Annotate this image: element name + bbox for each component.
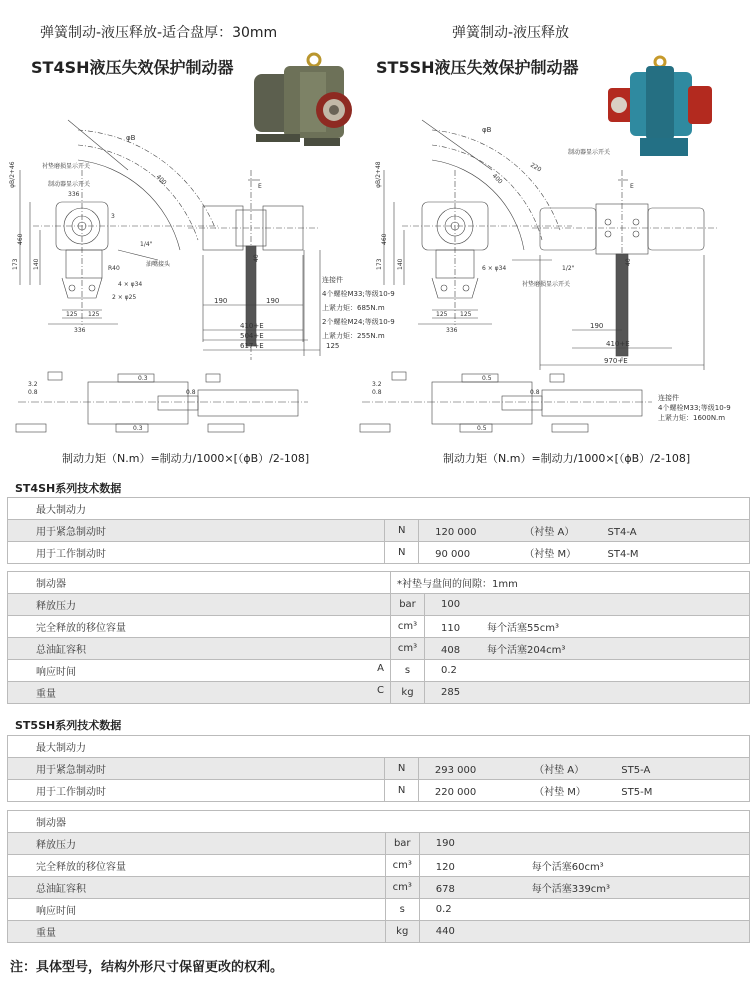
right-hyd-v4: 0.5 <box>477 425 487 432</box>
left-hyd-v2: 0.8 <box>28 389 38 396</box>
st4-brake-unit: bar <box>391 594 425 616</box>
st5-brake-unit: cm³ <box>385 877 419 899</box>
st4-brake-note: *衬垫与盘间的间隙：1mm <box>391 572 750 594</box>
right-dim-336: 336 <box>446 327 458 334</box>
st4-brake-value-cell <box>425 638 750 660</box>
left-note-2: 上紧力矩：685N.m <box>322 304 385 312</box>
st4-brake-value-cell <box>425 660 750 682</box>
left-dim-173: 173 <box>12 258 19 270</box>
right-dim-410: 410+E <box>606 340 630 348</box>
left-label-brake-switch: 制动器显示开关 <box>48 181 91 188</box>
st5-brake-header: 制动器 <box>8 811 750 833</box>
st4-brake-name-text: 释放压力 <box>36 601 76 612</box>
table-row <box>8 572 750 594</box>
left-dim-140: 140 <box>33 258 40 270</box>
left-hyd-v3: 0.3 <box>138 375 148 382</box>
table-row <box>8 682 750 704</box>
st4-section-title: ST4SH系列技术数据 <box>15 482 122 495</box>
left-label-wear-switch: 衬垫磨损显示开关 <box>42 163 91 170</box>
left-note-4: 上紧力矩：255N.m <box>322 332 385 340</box>
st4-brake-value-cell <box>425 682 750 704</box>
right-dim-40: 40 <box>625 258 632 266</box>
st5-force-header: 最大制动力 <box>8 736 750 758</box>
table-row <box>8 498 750 520</box>
left-dim-400: 400 <box>154 173 168 187</box>
right-formula: 制动力矩（N.m）=制动力/1000×[（ϕB）/2-108] <box>443 452 691 465</box>
table-row <box>8 833 750 855</box>
left-hyd-v4: 0.3 <box>133 425 143 432</box>
right-hyd-v1: 3.2 <box>372 381 382 388</box>
left-dim-336b: 336 <box>74 327 86 334</box>
st5-brake-name: 重量 <box>8 921 386 943</box>
st4-brake-name-text: 重量 <box>36 689 56 700</box>
st4-force-header: 最大制动力 <box>8 498 750 520</box>
left-dim-617: 617+E <box>240 342 264 350</box>
st4-brake-extra: 每个活塞204cm³ <box>487 645 566 656</box>
right-title: ST5SH液压失效保护制动器 <box>376 58 579 77</box>
right-dim-e: E <box>630 183 634 190</box>
left-dim-125c: 125 <box>326 342 340 350</box>
st5-force-table <box>7 735 750 802</box>
st4-brake-row-name <box>8 682 391 704</box>
st4-brake-row-name <box>8 594 391 616</box>
st4-brake-mark: A <box>377 663 384 674</box>
right-dim-460: 460 <box>381 233 388 245</box>
left-dim-2x25: 2 × φ25 <box>112 294 137 301</box>
left-note-3: 2个螺栓M24;等级10-9 <box>322 318 395 326</box>
left-title: ST4SH液压失效保护制动器 <box>31 58 234 77</box>
right-note-2: 上紧力矩：1600N.m <box>658 414 726 422</box>
st5-row-value-cell <box>418 780 749 802</box>
st5-row-value: 293 000 <box>434 765 477 776</box>
st4-row-unit: N <box>385 520 419 542</box>
left-dim-r40: R40 <box>108 265 120 272</box>
st4-row-value: 90 000 <box>435 549 471 560</box>
st4-row-name: 用于紧急制动时 <box>8 520 385 542</box>
right-dim-220: 220 <box>529 161 543 174</box>
st5-brake-unit: s <box>385 899 419 921</box>
st4-brake-unit: s <box>391 660 425 682</box>
left-dim-3: 3 <box>111 213 115 220</box>
st5-brake-value-cell <box>419 921 749 943</box>
st5-brake-unit: bar <box>385 833 419 855</box>
st4-row-value: 120 000 <box>435 527 477 538</box>
left-hyd-v5: 0.8 <box>186 389 196 396</box>
st5-section-title: ST5SH系列技术数据 <box>15 719 122 732</box>
st5sh-installation-drawing <box>352 372 732 444</box>
st5-brake-extra: 每个活塞60cm³ <box>531 862 604 873</box>
left-dim-504: 504+E <box>240 332 264 340</box>
right-dim-400: 400 <box>490 172 504 186</box>
st5-row-value: 220 000 <box>434 787 477 798</box>
st5-row-name: 用于工作制动时 <box>8 780 385 802</box>
st5-row-name: 用于紧急制动时 <box>8 758 385 780</box>
right-dim-phiB2: φB/2+48 <box>375 161 382 188</box>
st4-row-value-cell <box>419 520 750 542</box>
st4-row-pad: （衬垫 A） <box>524 527 575 538</box>
st4-brake-extra: 每个活塞55cm³ <box>487 623 559 634</box>
st4-brake-row-name <box>8 660 391 682</box>
table-row <box>8 520 750 542</box>
st4-brake-unit: cm³ <box>391 616 425 638</box>
left-dim-e: E <box>258 183 262 190</box>
footer-note: 注：具体型号，结构外形尺寸保留更改的权利。 <box>10 960 284 975</box>
st5-brake-unit: kg <box>385 921 419 943</box>
st5-row-pad: （衬垫 M） <box>534 787 586 798</box>
st4-row-unit: N <box>385 542 419 564</box>
right-dim-12: 1/2" <box>562 265 575 272</box>
table-row <box>8 899 750 921</box>
st4-brake-name-text: 响应时间 <box>36 667 76 678</box>
table-row <box>8 736 750 758</box>
st5-brake-value: 120 <box>435 862 455 873</box>
st5-brake-value-cell <box>419 855 749 877</box>
st4-brake-value-cell <box>425 594 750 616</box>
st5-brake-name: 完全释放的移位容量 <box>8 855 386 877</box>
left-note-1: 4个螺栓M33;等级10-9 <box>322 290 395 298</box>
left-dim-14: 1/4" <box>140 241 153 248</box>
left-dim-40: 40 <box>253 254 260 262</box>
left-dim-190a: 190 <box>214 297 228 305</box>
st5-brake-name: 总油缸容积 <box>8 877 386 899</box>
table-row <box>8 660 750 682</box>
st5-brake-value-cell <box>419 899 749 921</box>
right-label-wear-switch: 衬垫磨损显示开关 <box>522 281 571 288</box>
st5-brake-value-cell <box>419 833 749 855</box>
left-dim-410: 410+E <box>240 322 264 330</box>
st5-brake-extra: 每个活塞339cm³ <box>531 884 611 895</box>
st5-row-unit: N <box>385 758 419 780</box>
table-row <box>8 542 750 564</box>
right-hyd-v3: 0.5 <box>482 375 492 382</box>
right-hyd-v2: 0.8 <box>372 389 382 396</box>
right-label-brake-switch: 制动器显示开关 <box>568 149 611 156</box>
st5-row-value-cell <box>418 758 749 780</box>
left-dim-4x34: 4 × φ34 <box>118 281 143 288</box>
st4-brake-value: 285 <box>441 687 461 698</box>
right-note-0: 连接件 <box>658 394 679 402</box>
right-dim-970: 970+E <box>604 357 628 365</box>
right-hyd-v5: 0.8 <box>530 389 540 396</box>
st4-brake-mark: C <box>377 685 384 696</box>
left-dim-125a: 125 <box>66 311 78 318</box>
st4-row-name: 用于工作制动时 <box>8 542 385 564</box>
st5-brake-table <box>7 810 750 943</box>
left-formula: 制动力矩（N.m）=制动力/1000×[（ϕB）/2-108] <box>62 452 310 465</box>
left-dim-336a: 336 <box>68 191 80 198</box>
st5-brake-name: 释放压力 <box>8 833 386 855</box>
left-note-0: 连接件 <box>322 276 343 284</box>
st5-row-code: ST5-A <box>621 765 651 776</box>
st4-brake-name-text: 总油缸容积 <box>36 645 86 656</box>
st5-brake-value: 0.2 <box>435 904 452 915</box>
st4-brake-unit: cm³ <box>391 638 425 660</box>
table-row <box>8 758 750 780</box>
st5-brake-name: 响应时间 <box>8 899 386 921</box>
st5-row-pad: （衬垫 A） <box>534 765 585 776</box>
left-dim-125b: 125 <box>88 311 100 318</box>
left-dim-phiB2: φB/2+46 <box>9 161 16 188</box>
table-row <box>8 594 750 616</box>
table-row <box>8 616 750 638</box>
st5-brake-value: 678 <box>435 884 455 895</box>
st4-brake-table <box>7 571 750 704</box>
table-row <box>8 780 750 802</box>
right-dim-173: 173 <box>376 258 383 270</box>
st5-brake-value: 190 <box>435 838 455 849</box>
st4-brake-value: 110 <box>441 623 461 634</box>
table-row <box>8 638 750 660</box>
st5-row-unit: N <box>385 780 419 802</box>
st4-brake-value: 100 <box>441 599 461 610</box>
st5sh-dimension-drawing <box>372 110 742 375</box>
st4-brake-value: 0.2 <box>441 665 457 676</box>
left-label-oil: 油嘴接头 <box>146 261 171 268</box>
table-row <box>8 811 750 833</box>
right-dim-190: 190 <box>590 322 604 330</box>
left-dim-190b: 190 <box>266 297 280 305</box>
table-row <box>8 855 750 877</box>
right-dim-phiB: φB <box>482 126 492 134</box>
left-hyd-v1: 3.2 <box>28 381 38 388</box>
st4-brake-unit: kg <box>391 682 425 704</box>
right-dim-125b: 125 <box>460 311 472 318</box>
st5-brake-unit: cm³ <box>385 855 419 877</box>
table-row <box>8 921 750 943</box>
right-dim-125a: 125 <box>436 311 448 318</box>
st4sh-installation-drawing <box>8 372 353 444</box>
st5-brake-value-cell <box>419 877 749 899</box>
right-dim-6x34: 6 × φ34 <box>482 265 507 272</box>
left-subtitle: 弹簧制动-液压释放-适合盘厚：30mm <box>40 25 278 41</box>
st4-row-pad: （衬垫 M） <box>524 549 577 560</box>
right-subtitle: 弹簧制动-液压释放 <box>452 25 570 41</box>
table-row <box>8 877 750 899</box>
st5-row-code: ST5-M <box>621 787 653 798</box>
st4-brake-name-text: 完全释放的移位容量 <box>36 623 126 634</box>
right-note-1: 4个螺栓M33;等级10-9 <box>658 404 731 412</box>
st5-brake-value: 440 <box>435 926 455 937</box>
st4-brake-row-name <box>8 616 391 638</box>
right-dim-140: 140 <box>397 258 404 270</box>
st4-brake-row-name <box>8 638 391 660</box>
st4-brake-header: 制动器 <box>8 572 391 594</box>
st4-brake-value: 408 <box>441 645 461 656</box>
left-dim-460: 460 <box>17 233 24 245</box>
st4-row-value-cell <box>419 542 750 564</box>
left-dim-phiB: φB <box>126 134 136 142</box>
st4-row-code: ST4-A <box>607 527 637 538</box>
st4-row-code: ST4-M <box>607 549 639 560</box>
st4-brake-value-cell <box>425 616 750 638</box>
st4-force-table <box>7 497 750 564</box>
